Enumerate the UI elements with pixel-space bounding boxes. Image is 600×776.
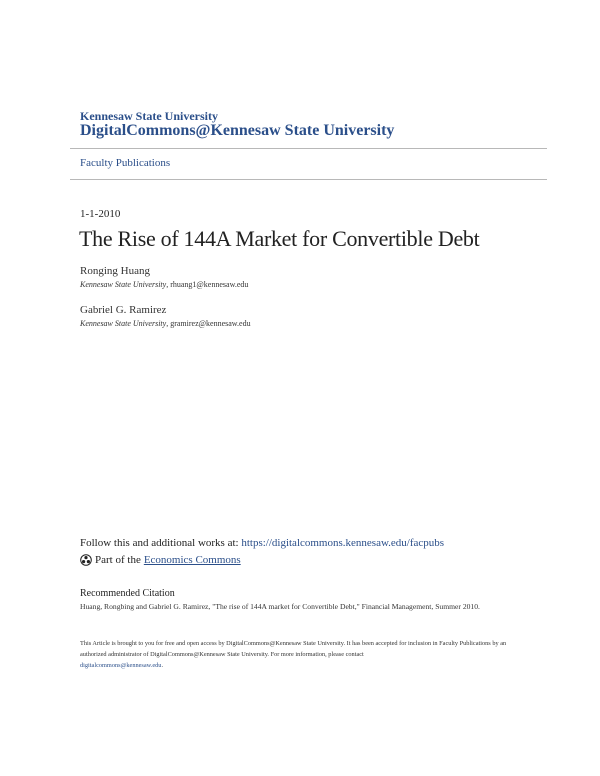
author-affiliation — [80, 319, 251, 328]
publication-date: 1-1-2010 — [80, 208, 121, 220]
citation-heading: Recommended Citation — [80, 588, 175, 599]
institution-name[interactable]: Kennesaw State University — [80, 109, 218, 123]
notice-text: This Article is brought to you for free and open access by DigitalCommons@Kennesaw State University. It has been accepted for inclusion in Faculty Publications by an authorized administrator of DigitalCommons@Kennesaw State University. For more information, please contact — [80, 640, 507, 658]
article-title: The Rise of 144A Market for Convertible Debt — [79, 226, 480, 251]
follow-url-link[interactable]: https://digitalcommons.kennesaw.edu/facpubs — [241, 537, 445, 549]
author-affiliation — [80, 280, 248, 289]
citation-text: Huang, Rongbing and Gabriel G. Ramirez, "The rise of 144A market for Convertible Debt," Financial Management, Summer 2010. — [80, 602, 480, 611]
author-email: , gramirez@kennesaw.edu — [166, 319, 251, 328]
author-name: Gabriel G. Ramirez — [80, 304, 167, 316]
repository-name[interactable]: DigitalCommons@Kennesaw State University — [80, 122, 395, 139]
divider-bottom — [70, 179, 547, 180]
economics-commons-link[interactable]: Economics Commons — [143, 554, 241, 566]
follow-line — [80, 537, 444, 549]
network-icon — [80, 554, 92, 566]
collection-link[interactable]: Faculty Publications — [80, 157, 171, 169]
notice-end: . — [161, 662, 164, 669]
divider-top — [70, 148, 547, 149]
part-of-line — [80, 554, 241, 566]
affiliation-institution: Kennesaw State University — [80, 280, 167, 289]
contact-email-link[interactable]: digitalcommons@kennesaw.edu — [80, 662, 162, 669]
access-notice — [80, 638, 520, 671]
author-email: , rhuang1@kennesaw.edu — [166, 280, 249, 289]
author-name: Ronging Huang — [80, 265, 150, 277]
part-of-prefix: Part of the — [95, 554, 141, 566]
follow-prefix: Follow this and additional works at: — [80, 537, 242, 549]
affiliation-institution: Kennesaw State University — [80, 319, 167, 328]
